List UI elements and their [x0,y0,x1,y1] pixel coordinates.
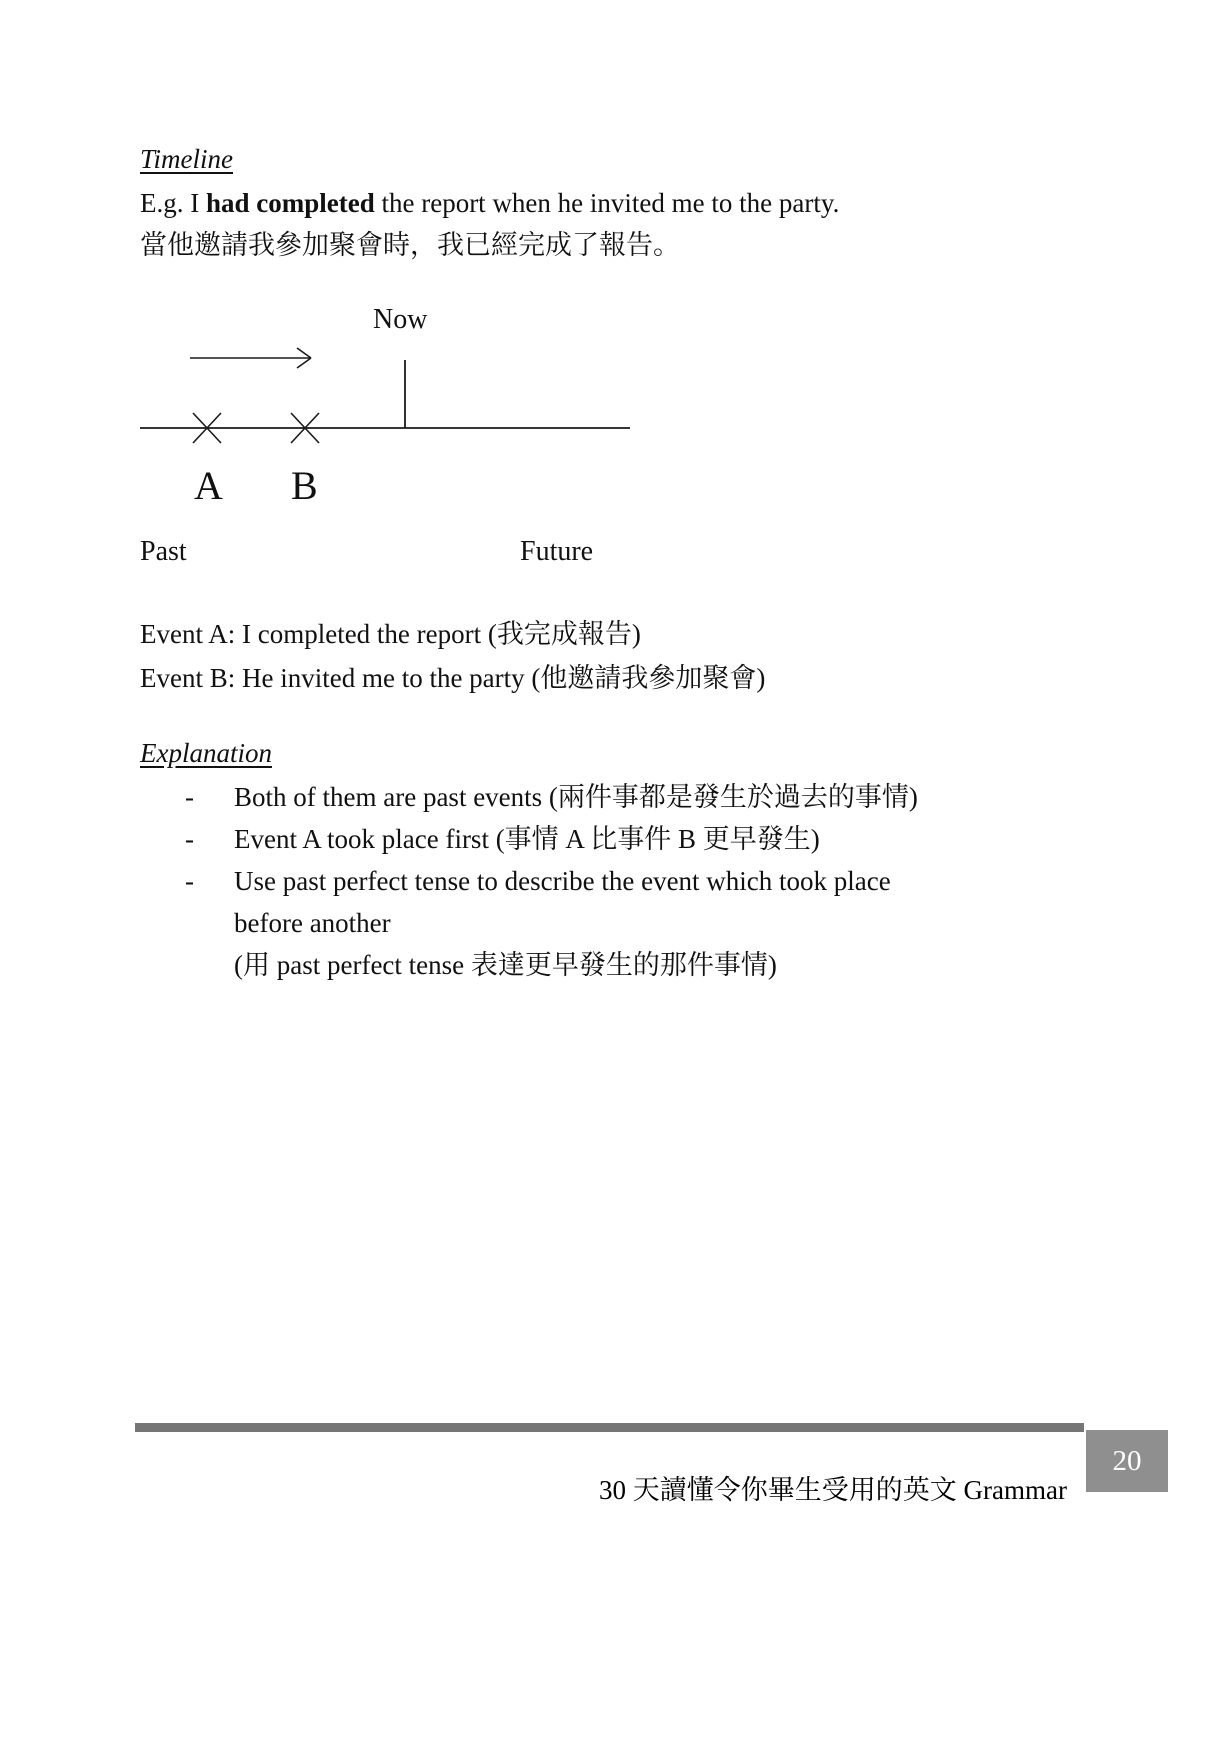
bullet-item [185,776,965,818]
bullet-line: Use past perfect tense to describe the event which took place before another [234,866,891,938]
bullet-text [234,860,959,986]
now-label: Now [373,304,428,335]
example-prefix: E.g. I [140,188,206,218]
bullet-dash: - [185,824,194,854]
bullet-line: Both of them are past events (兩件事都是發生於過去的事情) [234,782,918,812]
future-label: Future [520,536,594,567]
bullet-item [185,818,965,860]
event-b-description: Event B: He invited me to the party (他邀請我參加聚會) [140,663,766,693]
example-suffix: the report when he invited me to the party. [374,188,840,218]
footer-book-title: 30 天讀懂令你畢生受用的英文 Grammar [599,1475,1067,1505]
explanation-bullet-list [185,776,965,986]
page-number-box [1086,1430,1168,1492]
event-descriptions [140,612,1090,700]
past-label: Past [140,536,187,567]
example-bold-phrase: had completed [205,188,375,218]
bullet-item [185,860,965,986]
page-number: 20 [1112,1444,1142,1477]
footer-divider-bar [135,1423,1084,1432]
bullet-text [234,818,959,860]
example-sentence [140,182,1040,224]
bullet-dash: - [185,866,194,896]
bullet-line: Event A took place first (事情 A 比事件 B 更早發生) [234,824,820,854]
timeline-heading: Timeline [140,144,233,174]
bullet-line: (用 past perfect tense 表達更早發生的那件事情) [234,950,777,980]
explanation-heading: Explanation [140,738,272,768]
point-a-label: A [194,463,223,508]
bullet-text [234,776,959,818]
bullet-dash: - [185,782,194,812]
example-translation: 當他邀請我參加聚會時，我已經完成了報告。 [140,230,680,260]
point-b-label: B [291,463,318,508]
event-a-description: Event A: I completed the report (我完成報告) [140,619,641,649]
